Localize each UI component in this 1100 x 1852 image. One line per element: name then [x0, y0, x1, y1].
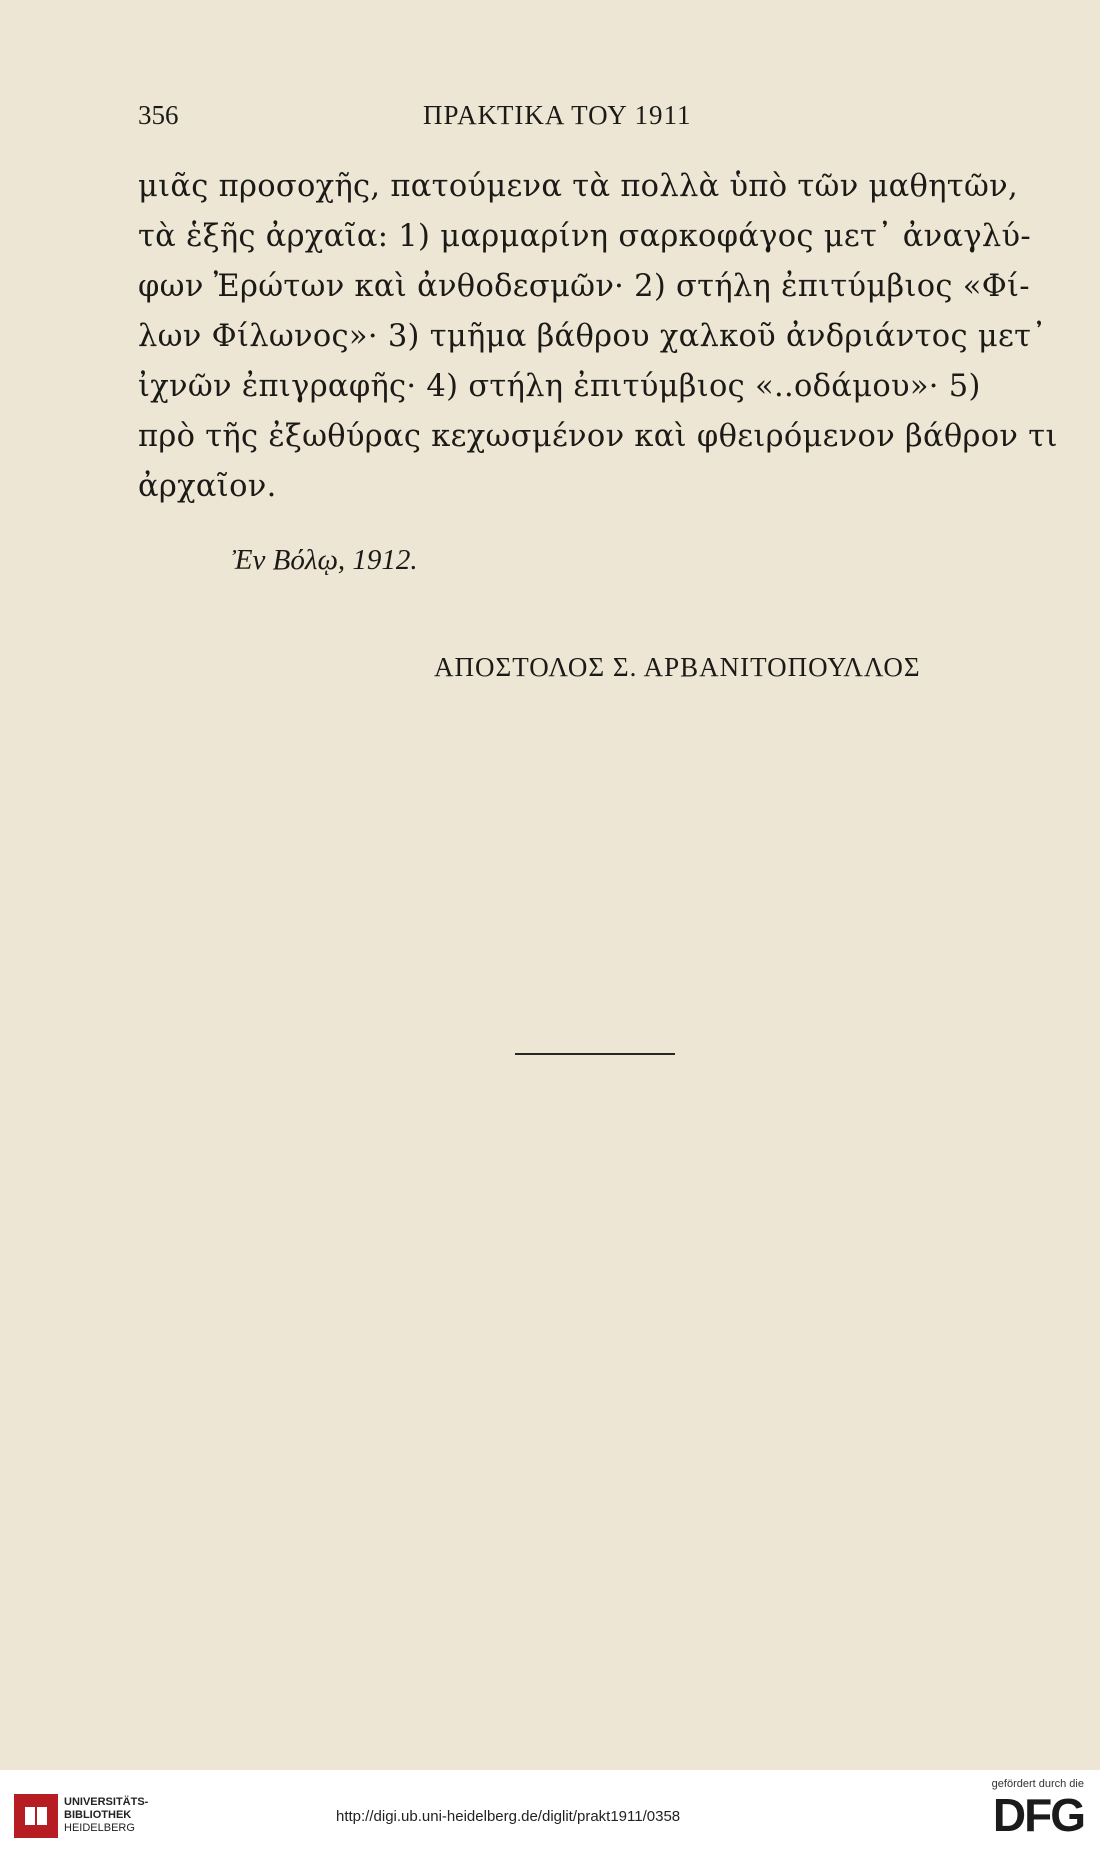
- section-divider: [515, 1053, 675, 1055]
- source-url-link[interactable]: http://digi.ub.uni-heidelberg.de/diglit/prakt1911/0358: [336, 1808, 681, 1825]
- text-line: πρὸ τῆς ἐξωθύρας κεχωσμένον καὶ φθειρόμενον βάθρον τι: [138, 419, 1058, 454]
- author-signature: ΑΠΟΣΤΟΛΟΣ Σ. ΑΡΒΑΝΙΤΟΠΟΥΛΛΟΣ: [434, 652, 921, 682]
- page-number: 356: [138, 100, 179, 130]
- place-date: Ἐν Βόλῳ, 1912.: [232, 544, 418, 576]
- library-book-icon: [14, 1794, 58, 1838]
- running-title: ΠΡΑΚΤΙΚΑ ΤΟΥ 1911: [423, 100, 692, 130]
- dfg-logo[interactable]: DFG: [992, 1789, 1084, 1841]
- funder-block: [964, 1778, 1084, 1841]
- text-line: φων Ἐρώτων καὶ ἀνθοδεσμῶν· 2) στήλη ἐπιτύμβιος «Φί-: [138, 269, 1030, 304]
- library-name: UNIVERSITÄTS- BIBLIOTHEK HEIDELBERG: [64, 1796, 149, 1834]
- text-line: λων Φίλωνος»· 3) τμῆμα βάθρου χαλκοῦ ἀνδριάντος μετ᾽: [138, 319, 1047, 354]
- text-line: τὰ ἑξῆς ἀρχαῖα: 1) μαρμαρίνη σαρκοφάγος μετ᾽ ἀναγλύ-: [138, 219, 1031, 254]
- text-line: ἰχνῶν ἐπιγραφῆς· 4) στήλη ἐπιτύμβιος «..οδάμου»· 5): [138, 369, 981, 404]
- text-line: ἀρχαῖον.: [138, 469, 277, 504]
- page-header: [138, 100, 976, 140]
- text-line: μιᾶς προσοχῆς, πατούμενα τὰ πολλὰ ὑπὸ τῶν μαθητῶν,: [138, 169, 1018, 204]
- funder-caption: gefördert durch die: [991, 1778, 1084, 1790]
- library-logo[interactable]: [14, 1794, 149, 1840]
- footer-bar: [0, 1770, 1100, 1852]
- body-paragraph: [138, 162, 1058, 512]
